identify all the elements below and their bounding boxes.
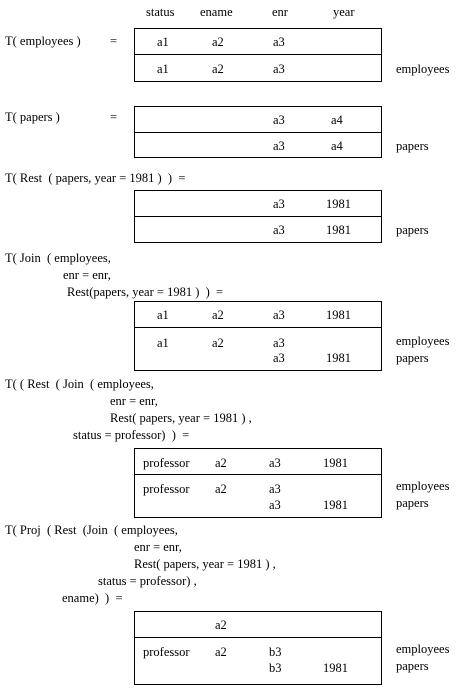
cell-value: a2: [215, 482, 227, 496]
cell-value: professor: [143, 482, 190, 496]
tuple-divider: [134, 132, 382, 133]
cell-value: a4: [331, 113, 343, 127]
cell-value: 1981: [326, 223, 351, 237]
cell-value: a2: [212, 62, 224, 76]
expression-rest-join-line: enr = enr,: [110, 394, 158, 408]
cell-value: a2: [215, 645, 227, 659]
relation-label: employees: [396, 62, 450, 76]
cell-value: a3: [269, 456, 281, 470]
tuple-divider: [134, 54, 382, 55]
expression-rest-join-line: Rest( papers, year = 1981 ) ,: [110, 411, 252, 425]
relation-label: papers: [396, 496, 429, 510]
expression-join-line: enr = enr,: [63, 268, 111, 282]
relation-label: employees: [396, 479, 450, 493]
cell-value: 1981: [326, 197, 351, 211]
cell-value: a3: [273, 308, 285, 322]
cell-value: a3: [273, 139, 285, 153]
expression-join-line: Rest(papers, year = 1981 ) ) =: [67, 285, 224, 299]
cell-value: a3: [273, 113, 285, 127]
equals-sign: =: [110, 110, 118, 124]
cell-value: b3: [269, 661, 282, 675]
cell-value: 1981: [323, 498, 348, 512]
cell-value: a3: [269, 498, 281, 512]
tuple-divider: [134, 216, 382, 217]
expression-proj-line: T( Proj ( Rest (Join ( employees,: [5, 523, 178, 537]
tuple-divider: [134, 474, 382, 475]
cell-value: a3: [273, 336, 285, 350]
cell-value: 1981: [326, 308, 351, 322]
expression-proj-line: enr = enr,: [134, 540, 182, 554]
cell-value: a1: [157, 35, 169, 49]
cell-value: a2: [212, 35, 224, 49]
equals-sign: =: [110, 34, 118, 48]
cell-value: a1: [157, 62, 169, 76]
cell-value: 1981: [323, 661, 348, 675]
relation-label: papers: [396, 223, 429, 237]
expression-proj-line: status = professor) ,: [98, 574, 197, 588]
cell-value: a2: [215, 456, 227, 470]
relation-label: employees: [396, 642, 450, 656]
relation-label: papers: [396, 351, 429, 365]
cell-value: a2: [212, 308, 224, 322]
cell-value: a3: [273, 223, 285, 237]
expression-rest: T( Rest ( papers, year = 1981 ) ) =: [5, 171, 186, 185]
column-header-enr: enr: [272, 5, 288, 19]
relation-label: employees: [396, 334, 450, 348]
cell-value: professor: [143, 456, 190, 470]
expression-rest-join-line: status = professor) ) =: [73, 428, 190, 442]
cell-value: b3: [269, 645, 282, 659]
cell-value: a3: [273, 197, 285, 211]
cell-value: 1981: [323, 456, 348, 470]
cell-value: a1: [157, 336, 169, 350]
column-header-ename: ename: [200, 5, 233, 19]
expression-proj-line: ename) ) =: [62, 591, 123, 605]
cell-value: a3: [273, 35, 285, 49]
column-header-year: year: [333, 5, 355, 19]
cell-value: a2: [215, 618, 227, 632]
cell-value: a3: [273, 351, 285, 365]
expression-rest-join-line: T( ( Rest ( Join ( employees,: [5, 377, 154, 391]
expression-papers: T( papers ): [5, 110, 60, 124]
cell-value: a1: [157, 308, 169, 322]
cell-value: a2: [212, 336, 224, 350]
expression-employees: T( employees ): [5, 34, 81, 48]
relation-label: papers: [396, 139, 429, 153]
expression-join-line: T( Join ( employees,: [5, 251, 111, 265]
column-header-status: status: [146, 5, 175, 19]
cell-value: a3: [269, 482, 281, 496]
cell-value: professor: [143, 645, 190, 659]
tuple-divider: [134, 637, 382, 638]
relation-label: papers: [396, 659, 429, 673]
cell-value: a4: [331, 139, 343, 153]
cell-value: 1981: [326, 351, 351, 365]
expression-proj-line: Rest( papers, year = 1981 ) ,: [134, 557, 276, 571]
tuple-divider: [134, 327, 382, 328]
cell-value: a3: [273, 62, 285, 76]
